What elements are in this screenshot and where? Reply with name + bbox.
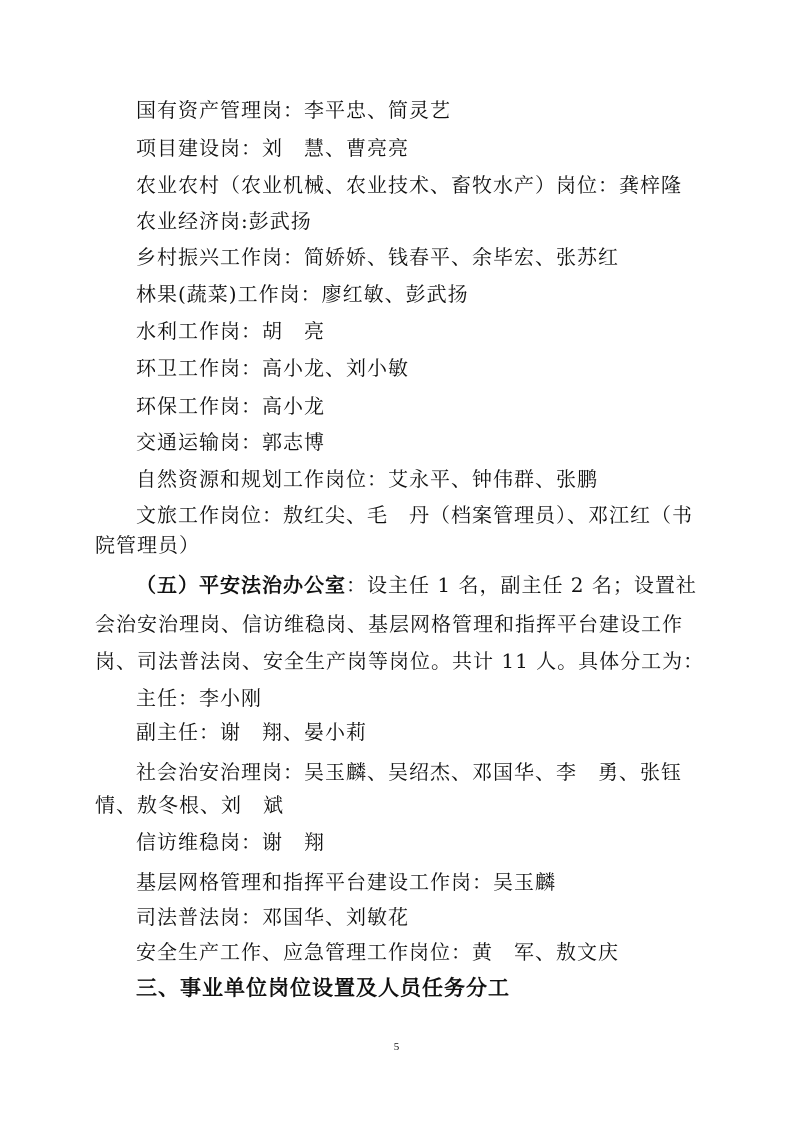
post-line-environment: 环保工作岗：高小龙 (136, 394, 325, 418)
post-line-sanitation: 环卫工作岗：高小龙、刘小敏 (136, 356, 409, 380)
assignment-grid-management: 基层网格管理和指挥平台建设工作岗：吴玉麟 (136, 870, 556, 894)
section-five-heading: （五）平安法治办公室 (136, 573, 346, 597)
assignment-petition: 信访维稳岗：谢 翔 (136, 830, 325, 854)
post-line-natural-resources: 自然资源和规划工作岗位：艾永平、钟伟群、张鹏 (136, 467, 598, 491)
post-line-culture-tourism: 文旅工作岗位：敖红尖、毛 丹（档案管理员）、邓江红（书 (136, 503, 693, 527)
section-five-line-3: 岗、司法普法岗、安全生产岗等岗位。共计 11 人。具体分工为： (95, 649, 705, 673)
page-number: 5 (393, 1041, 400, 1053)
post-line-state-assets: 国有资产管理岗：李平忠、简灵艺 (136, 98, 451, 122)
post-line-rural-revitalization: 乡村振兴工作岗：简娇娇、钱春平、余毕宏、张苏红 (136, 245, 619, 269)
post-line-transport: 交通运输岗：郭志博 (136, 430, 325, 454)
section-five-line-1 (136, 571, 697, 599)
post-line-water: 水利工作岗：胡 亮 (136, 319, 325, 343)
assignment-public-security-cont: 情、敖冬根、刘 斌 (95, 793, 284, 817)
section-five-intro: ：设主任 1 名，副主任 2 名；设置社 (346, 573, 697, 597)
post-line-forestry: 林果(蔬菜)工作岗：廖红敏、彭武扬 (136, 282, 469, 306)
section-three-heading: 三、事业单位岗位设置及人员任务分工 (136, 975, 510, 1000)
assignment-safety: 安全生产工作、应急管理工作岗位：黄 军、敖文庆 (136, 940, 619, 964)
post-line-agriculture: 农业农村（农业机械、农业技术、畜牧水产）岗位：龚梓隆 (136, 173, 682, 197)
post-line-agri-economy: 农业经济岗:彭武扬 (136, 209, 312, 233)
assignment-judicial: 司法普法岗：邓国华、刘敏花 (136, 905, 409, 929)
section-five-line-2: 会治安治理岗、信访维稳岗、基层网格管理和指挥平台建设工作 (95, 612, 683, 636)
post-line-project-construction: 项目建设岗：刘 慧、曹亮亮 (136, 136, 409, 160)
post-line-culture-tourism-cont: 院管理员） (95, 533, 200, 557)
assignment-public-security: 社会治安治理岗：吴玉麟、吴绍杰、邓国华、李 勇、张钰 (136, 760, 682, 784)
assignment-deputy-director: 副主任：谢 翔、晏小莉 (136, 720, 367, 744)
assignment-director: 主任：李小刚 (136, 686, 262, 710)
